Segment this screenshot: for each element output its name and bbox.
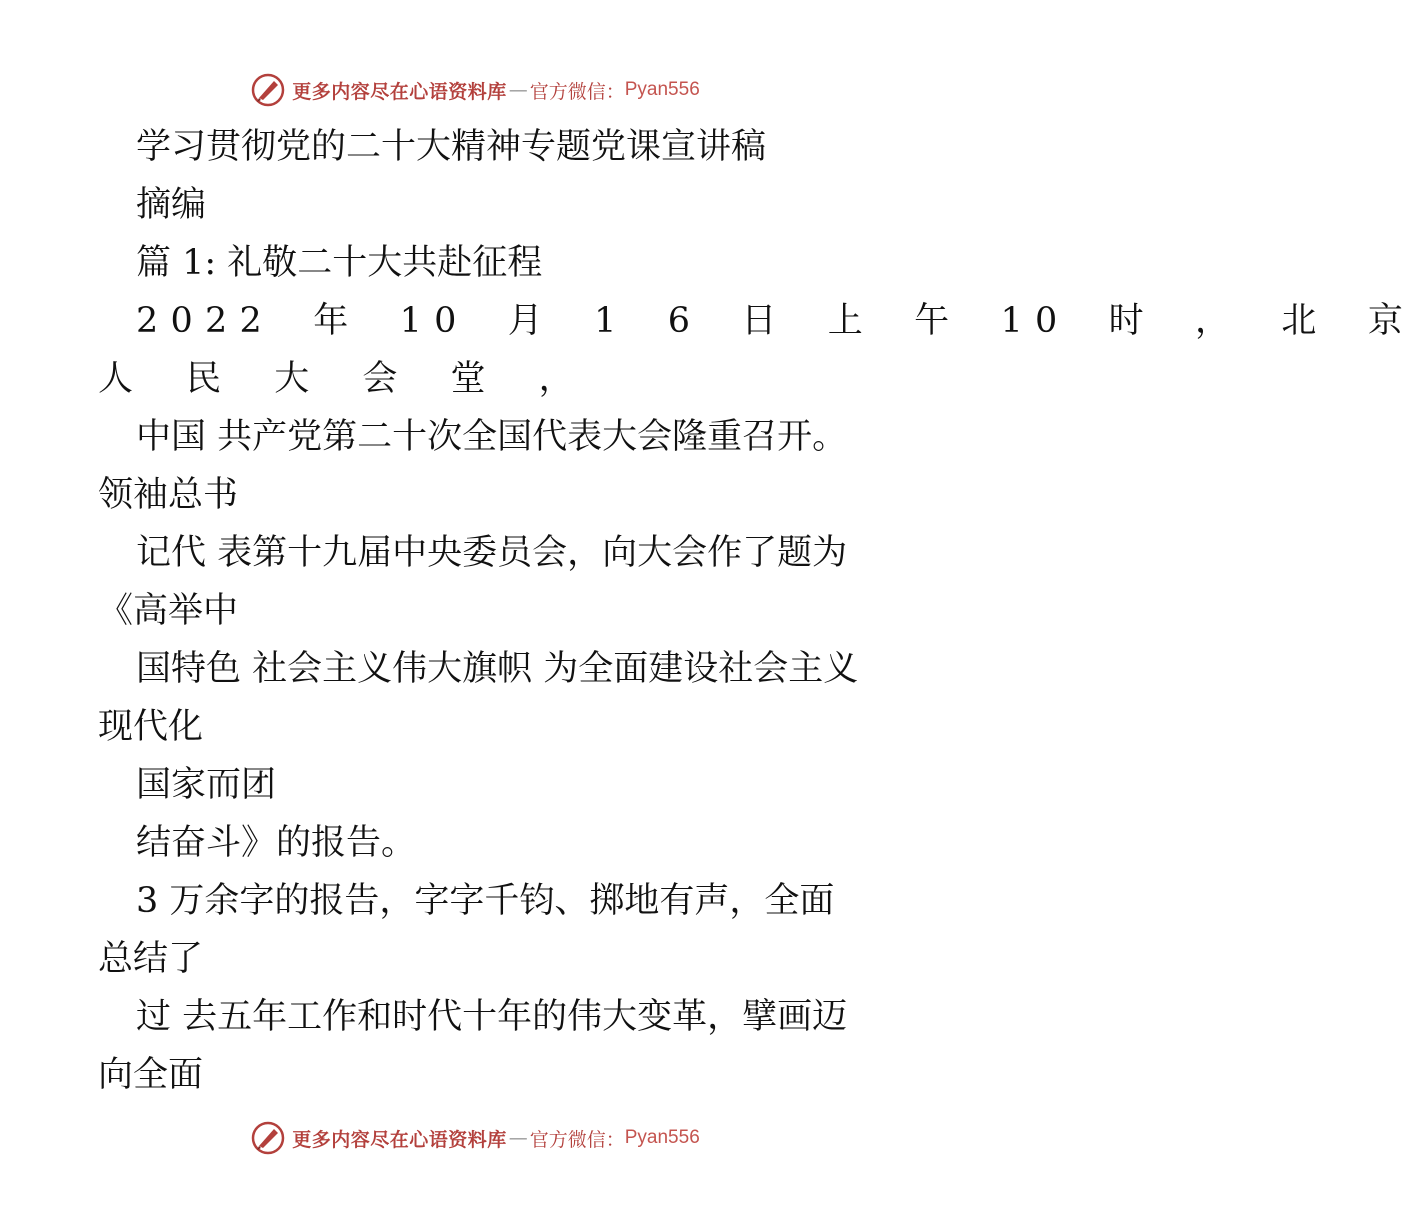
section-heading: 篇 1: 礼敬二十大共赴征程 bbox=[136, 243, 543, 283]
paragraph-line: 人 民 大 会 堂 ， bbox=[98, 359, 595, 399]
banner-dash: — bbox=[508, 79, 528, 101]
banner-main-text: 更多内容尽在心语资料库 bbox=[292, 80, 507, 103]
document-subtitle: 摘编 bbox=[136, 185, 207, 225]
paragraph-line: 2022 年 10 月 1 6 日 上 午 10 时 ， 北 京 bbox=[136, 301, 1415, 341]
paragraph-line: 《高举中 bbox=[98, 591, 239, 631]
paragraph-line: 国家而团 bbox=[136, 765, 277, 805]
paragraph-line: 领袖总书 bbox=[98, 475, 239, 515]
banner-wechat-id: Pyan556 bbox=[624, 1127, 700, 1148]
banner-dash: — bbox=[508, 1127, 528, 1149]
paragraph-line: 向全面 bbox=[98, 1055, 204, 1095]
banner-wechat-label: 官方微信： bbox=[529, 80, 625, 103]
footer-banner bbox=[0, 1118, 950, 1158]
banner-main-text: 更多内容尽在心语资料库 bbox=[292, 1128, 507, 1151]
document-body bbox=[98, 118, 1415, 1104]
paragraph-line: 记代 表第十九届中央委员会，向大会作了题为 bbox=[136, 533, 848, 573]
paragraph-line: 国特色 社会主义伟大旗帜 为全面建设社会主义 bbox=[136, 649, 859, 689]
pen-logo-icon bbox=[250, 72, 286, 108]
banner-wechat-id: Pyan556 bbox=[624, 79, 700, 100]
pen-logo-icon bbox=[250, 1120, 286, 1156]
paragraph-line: 现代化 bbox=[98, 707, 204, 747]
paragraph-line: 结奋斗》的报告。 bbox=[136, 823, 417, 863]
paragraph-line: 总结了 bbox=[98, 939, 204, 979]
header-banner bbox=[0, 70, 950, 110]
document-title: 学习贯彻党的二十大精神专题党课宣讲稿 bbox=[136, 127, 767, 167]
paragraph-line: 3 万余字的报告，字字千钧、掷地有声，全面 bbox=[136, 881, 835, 921]
paragraph-line: 中国 共产党第二十次全国代表大会隆重召开。 bbox=[136, 417, 848, 457]
paragraph-line: 过 去五年工作和时代十年的伟大变革，擘画迈 bbox=[136, 997, 848, 1037]
banner-wechat-label: 官方微信： bbox=[529, 1128, 625, 1151]
